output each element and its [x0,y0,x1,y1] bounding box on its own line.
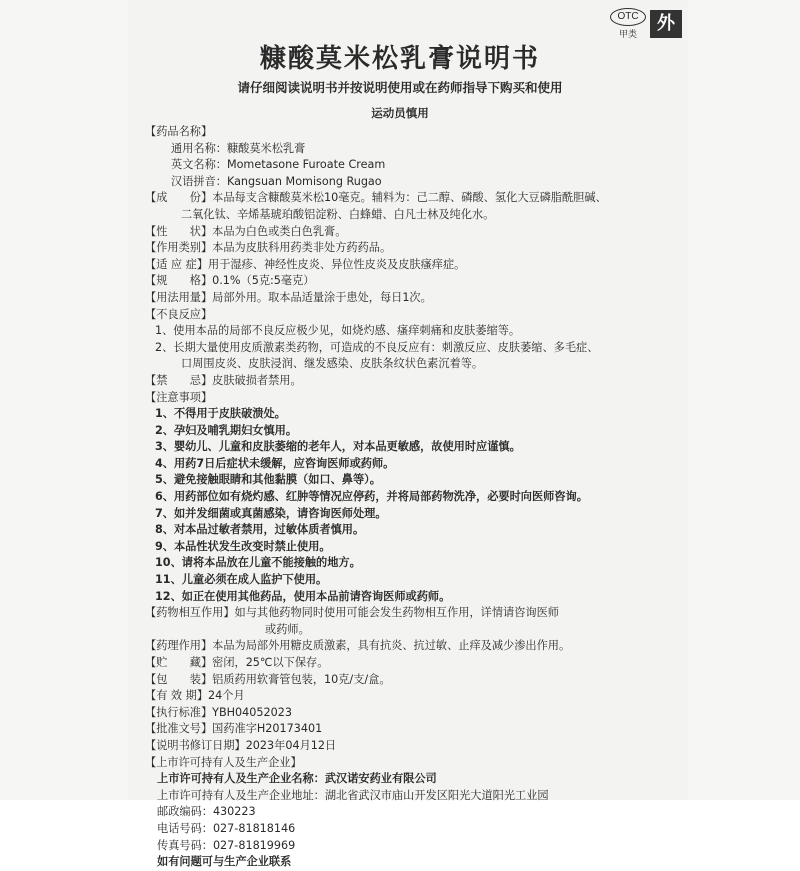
leaflet-body [145,124,685,871]
holder-fax: 传真号码：027-81819969 [157,838,296,852]
character: 【性 状】本品为白色或类白色乳膏。 [145,224,347,238]
otc-class-label: 甲类 [618,30,637,40]
adverse-item-2-line-1: 2、长期大量使用皮质激素类药物，可造成的不良反应有：刺激反应、皮肤萎缩、多毛症、 [155,340,599,354]
precaution-item: 7、如并发细菌或真菌感染，请咨询医师处理。 [155,506,387,520]
pinyin-name: 汉语拼音：Kangsuan Momisong Rugao [171,174,382,188]
precaution-item: 5、避免接触眼睛和其他黏膜（如口、鼻等）。 [155,473,381,487]
composition-line-1: 【成 份】本品每支含糠酸莫米松10毫克。辅料为：己二醇、磷酸、氢化大豆磷脂酰胆碱、 [145,191,607,205]
precaution-item: 9、本品性状发生改变时禁止使用。 [155,539,331,553]
storage: 【贮 藏】密闭，25℃以下保存。 [145,656,329,669]
indications: 【适 应 症】用于湿疹、神经性皮炎、异位性皮炎及皮肤瘙痒症。 [145,257,466,271]
holder-address: 上市许可持有人及生产企业地址：湖北省武汉市庙山开发区阳光大道阳光工业园 [157,788,549,802]
adverse-item-1: 1、使用本品的局部不良反应极少见，如烧灼感、瘙痒刺痛和皮肤萎缩等。 [155,324,521,338]
pharmacology: 【药理作用】本品为局部外用糖皮质激素，具有抗炎、抗过敏、止痒及减少渗出作用。 [145,639,571,653]
section-drug-name-header: 【药品名称】 [145,125,213,138]
holder-postcode: 邮政编码：430223 [157,805,256,819]
interactions-line-2: 或药师。 [265,622,310,636]
category-badges [610,8,682,40]
approval-number: 【批准文号】国药准字H20173401 [145,722,323,736]
usage: 【用法用量】局部外用。取本品适量涂于患处，每日1次。 [145,290,432,304]
composition-line-2: 二氧化钛、辛烯基琥珀酸铝淀粉、白蜂蜡、白凡士林及纯化水。 [181,207,495,221]
validity: 【有 效 期】24个月 [145,689,245,703]
precaution-item: 3、婴幼儿、儿童和皮肤萎缩的老年人，对本品更敏感，故使用时应谨慎。 [155,440,521,454]
standard: 【执行标准】YBH04052023 [145,705,292,719]
package: 【包 装】铝质药用软膏管包装，10克/支/盒。 [145,672,391,686]
precaution-item: 1、不得用于皮肤破溃处。 [155,407,286,421]
specification: 【规 格】0.1%（5克:5毫克） [145,274,315,288]
precaution-item: 10、请将本品放在儿童不能接触的地方。 [155,556,361,570]
reading-instruction: 请仔细阅读说明书并按说明使用或在药师指导下购买和使用 [237,80,563,95]
document-title: 糠酸莫米松乳膏说明书 [259,44,540,74]
holder-company: 上市许可持有人及生产企业名称：武汉诺安药业有限公司 [157,772,437,786]
athlete-caution: 运动员慎用 [371,106,429,120]
section-holder-header: 【上市许可持有人及生产企业】 [145,755,302,769]
precaution-item: 8、对本品过敏者禁用，过敏体质者慎用。 [155,523,365,537]
precaution-item: 12、如正在使用其他药品，使用本品前请咨询医师或药师。 [155,589,451,603]
external-use-badge: 外 [650,10,682,38]
otc-badge [610,8,646,40]
interactions-line-1: 【药物相互作用】如与其他药物同时使用可能会发生药物相互作用，详情请咨询医师 [145,606,559,620]
otc-label: OTC [610,8,646,26]
precaution-item: 6、用药部位如有烧灼感、红肿等情况应停药，并将局部药物洗净，必要时向医师咨询。 [155,490,588,504]
common-name: 通用名称：糠酸莫米松乳膏 [171,141,306,155]
holder-phone: 电话号码：027-81818146 [157,821,296,835]
section-precautions-header: 【注意事项】 [145,390,213,404]
holder-contact: 如有问题可与生产企业联系 [157,855,292,869]
revision-date: 【说明书修订日期】2023年04月12日 [145,738,337,752]
contraindication: 【禁 忌】皮肤破损者禁用。 [145,373,302,387]
category: 【作用类别】本品为皮肤科用药类非处方药药品。 [145,241,392,255]
section-adverse-header: 【不良反应】 [145,307,213,321]
adverse-item-2-line-2: 口周围皮炎、皮肤浸润、继发感染、皮肤条纹状色素沉着等。 [181,357,484,371]
precaution-item: 11、儿童必须在成人监护下使用。 [155,573,328,587]
english-name: 英文名称：Mometasone Furoate Cream [171,158,386,172]
precaution-item: 2、孕妇及哺乳期妇女慎用。 [155,423,298,437]
precaution-item: 4、用药7日后症状未缓解，应咨询医师或药师。 [155,456,395,470]
